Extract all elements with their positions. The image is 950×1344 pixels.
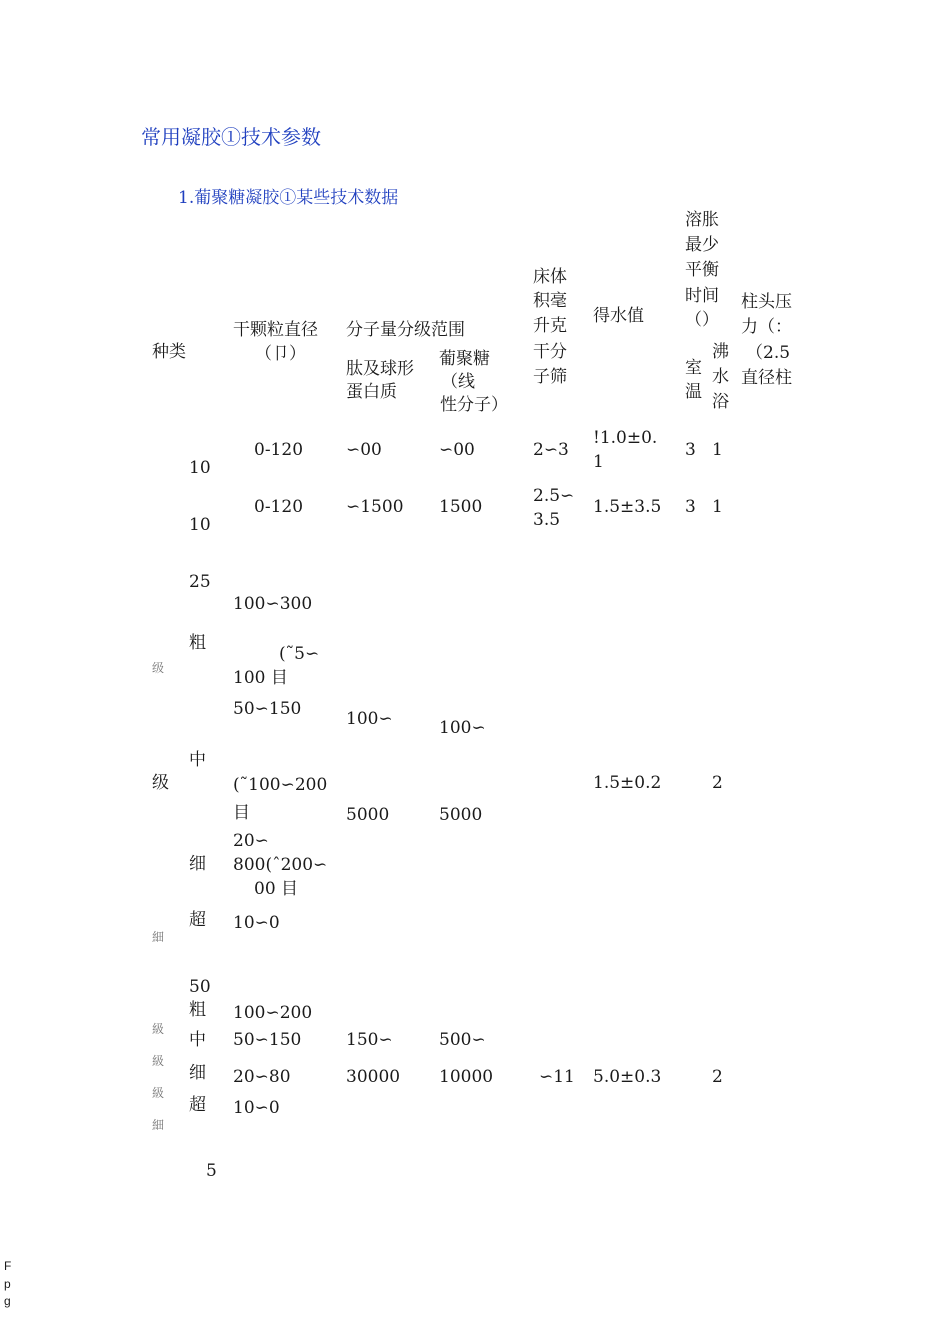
row1-water: !1.0±0. xyxy=(593,428,658,448)
header-swell-4: 时间 xyxy=(685,286,719,306)
header-bed: 床体 xyxy=(533,267,567,287)
g25-superfine: 超 xyxy=(189,910,206,930)
g25-fine: 细 xyxy=(189,854,206,874)
g25-water: 1.5±0.2 xyxy=(593,773,662,793)
header-water: 得水值 xyxy=(593,306,644,326)
header-boil-2: 水 xyxy=(712,367,729,387)
row1-peptide: ∽00 xyxy=(346,440,382,460)
g50-fragment-4: 細 xyxy=(152,1118,165,1132)
header-swell-5: （） xyxy=(685,310,719,330)
g25-fine-diameter: 20∽ xyxy=(233,831,269,851)
row1-boil: 1 xyxy=(712,440,723,460)
g25-fine-mesh-2: 00 目 xyxy=(254,879,299,899)
g25-dextran-2: 5000 xyxy=(439,805,483,825)
g25-medium-mesh-2: 目 xyxy=(233,803,250,823)
row2-water: 1.5±3.5 xyxy=(593,497,662,517)
g50-boil: 2 xyxy=(712,1067,723,1087)
g25-superfine-diameter: 10∽0 xyxy=(233,913,280,933)
g25-coarse-fragment: 级 xyxy=(152,661,165,675)
g50-peptide-2: 30000 xyxy=(346,1067,401,1087)
g50-water: 5.0±0.3 xyxy=(593,1067,662,1087)
g50-fragment-3: 級 xyxy=(152,1086,165,1100)
g25-boil: 2 xyxy=(712,773,723,793)
header-bed-3: 升克 xyxy=(533,316,567,336)
header-room: 室 xyxy=(685,358,702,378)
header-boil: 沸 xyxy=(712,342,729,362)
g50-superfine: 超 xyxy=(189,1095,206,1115)
row2-dextran: 1500 xyxy=(439,497,483,517)
g25-medium-mesh: (˜100∽200 xyxy=(233,775,328,795)
header-bed-2: 积毫 xyxy=(533,291,567,311)
row2-bed: 2.5∽ xyxy=(533,486,575,506)
row1-bed: 2∽3 xyxy=(533,440,569,460)
header-pressure-4: 直径柱 xyxy=(741,368,792,388)
g25-number: 25 xyxy=(189,572,211,592)
g50-coarse: 粗 xyxy=(189,1000,206,1020)
row1-room: 3 xyxy=(685,440,696,460)
g50-peptide: 150∽ xyxy=(346,1030,393,1050)
header-peptide: 肽及球形 xyxy=(346,359,414,379)
g25-coarse-mesh: (˜5∽ xyxy=(279,644,320,664)
header-dextran-3: 性分子） xyxy=(440,395,508,415)
header-diameter-unit: （卩） xyxy=(255,344,306,364)
header-peptide-2: 蛋白质 xyxy=(346,382,397,402)
page-title: 常用凝胶①技术参数 xyxy=(141,125,321,149)
header-swell-2: 最少 xyxy=(685,235,719,255)
row2-bed-2: 3.5 xyxy=(533,510,561,530)
header-pressure-2: 力（： xyxy=(741,317,792,337)
row1-diameter: 0-120 xyxy=(254,440,304,460)
g25-dextran: 100∽ xyxy=(439,718,486,738)
header-pressure-3: （2.5 xyxy=(746,343,791,363)
g50-fine-diameter: 20∽80 xyxy=(233,1067,291,1087)
g50-number: 50 xyxy=(189,977,211,997)
row1-dextran: ∽00 xyxy=(439,440,475,460)
g25-medium: 中 xyxy=(189,750,206,770)
g50-fine: 细 xyxy=(189,1063,206,1083)
g50-medium: 中 xyxy=(189,1030,206,1050)
g50-medium-diameter: 50∽150 xyxy=(233,1030,302,1050)
row2-type: 10 xyxy=(189,515,211,535)
g50-coarse-diameter: 100∽200 xyxy=(233,1003,313,1023)
corner-letter-2: p xyxy=(4,1277,11,1291)
header-diameter: 干颗粒直径 xyxy=(233,320,318,340)
header-mw-range: 分子量分级范围 xyxy=(346,320,465,340)
g50-fragment-1: 級 xyxy=(152,1022,165,1036)
corner-letter-3: g xyxy=(4,1294,11,1308)
corner-letter-1: F xyxy=(4,1259,12,1273)
g25-coarse-mesh-2: 100 目 xyxy=(233,668,288,688)
g25-medium-diameter: 50∽150 xyxy=(233,699,302,719)
g25-peptide: 100∽ xyxy=(346,709,393,729)
row1-water-2: 1 xyxy=(593,452,604,472)
g25-peptide-2: 5000 xyxy=(346,805,390,825)
header-dextran: 葡聚糖 xyxy=(439,349,490,369)
header-bed-5: 子筛 xyxy=(533,367,567,387)
g25-coarse: 粗 xyxy=(189,633,206,653)
g25-coarse-diameter: 100∽300 xyxy=(233,594,313,614)
row2-diameter: 0-120 xyxy=(254,497,304,517)
header-boil-3: 浴 xyxy=(712,392,729,412)
header-dextran-2: （线 xyxy=(441,372,475,392)
g50-dextran: 500∽ xyxy=(439,1030,486,1050)
g50-bed: ∽11 xyxy=(539,1067,575,1087)
g25-medium-grade: 级 xyxy=(152,773,169,793)
row2-peptide: ∽1500 xyxy=(346,497,404,517)
header-swell-3: 平衡 xyxy=(685,260,719,280)
row-g75-number: 5 xyxy=(206,1161,217,1181)
row1-type: 10 xyxy=(189,458,211,478)
row2-room: 3 xyxy=(685,497,696,517)
header-room-2: 温 xyxy=(685,382,702,402)
g25-fine-mesh: 800(ˆ200∽ xyxy=(233,855,328,875)
section-title: 1.葡聚糖凝胶①某些技术数据 xyxy=(178,188,399,208)
row2-boil: 1 xyxy=(712,497,723,517)
g50-fragment-2: 級 xyxy=(152,1054,165,1068)
header-bed-4: 干分 xyxy=(533,342,567,362)
header-swell: 溶胀 xyxy=(685,210,719,230)
g50-dextran-2: 10000 xyxy=(439,1067,494,1087)
g50-superfine-diameter: 10∽0 xyxy=(233,1098,280,1118)
g25-superfine-fragment: 細 xyxy=(152,930,165,944)
header-type: 种类 xyxy=(152,342,186,362)
header-pressure: 柱头压 xyxy=(741,292,792,312)
